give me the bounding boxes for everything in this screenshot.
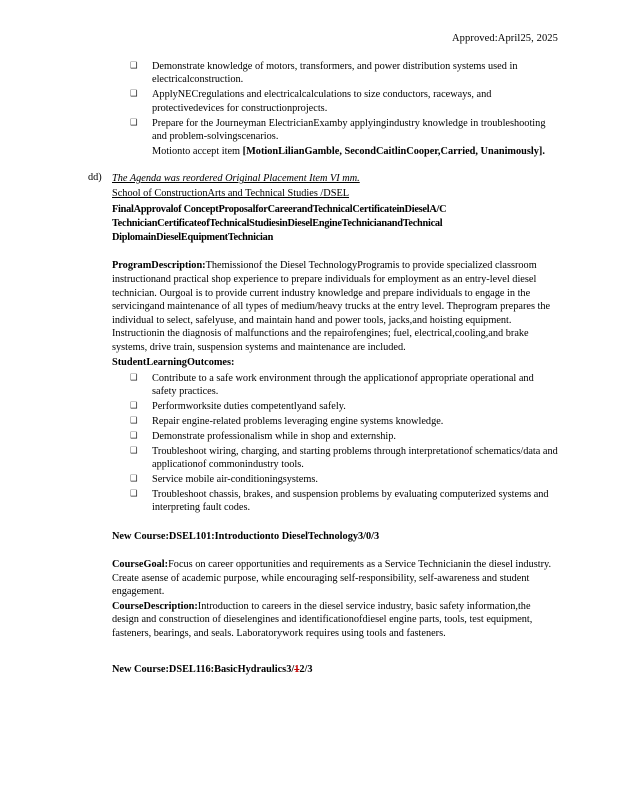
bullet-square-icon: ❑ bbox=[130, 415, 138, 426]
bullet-square-icon: ❑ bbox=[130, 400, 138, 411]
course-1-goal-label: CourseGoal: bbox=[112, 559, 169, 571]
course-1-goal-text: Focus on career opportunities and requirements as a Service Technicianin the diesel industry. Create asense of academic purpose, while encouraging self-responsibility, self-awareness and student engagement. bbox=[112, 559, 552, 598]
list-item bbox=[130, 430, 558, 443]
outcomes-block bbox=[0, 356, 618, 370]
bullet-square-icon: ❑ bbox=[130, 117, 138, 128]
program-description-block bbox=[0, 259, 618, 354]
list-item-text: ApplyNECregulations and electricalcalculations to size conductors, raceways, and protectivedevices for constructionprojects. bbox=[152, 89, 492, 114]
approval-date: Approved:April25, 2025 bbox=[451, 33, 558, 44]
outcomes-list-section bbox=[0, 372, 618, 515]
list-item-text: Performworksite duties competentlyand safely. bbox=[152, 400, 346, 412]
course-1-block bbox=[0, 530, 618, 641]
program-description-text: Themissionof the Diesel TechnologyProgramis to provide specialized classroom instructionand practical shop experience to prepare individuals for employment as an entry-level diesel technician. Ourgoal is to provide current industry knowledge and prepare individuals to engage in the servicingand maintenance of all types of medium/heavy trucks at the entry level. Theprogram prepares the individual to select, safelyuse, and maintain hand and power tools, jacks,and hoisting equipment. Instructionin the diagnosis of malfunctions and the repairofengines; fuel, electrical,cooling,and brake systems, drive train, suspension systems and maintenance are included. bbox=[112, 260, 551, 353]
list-item-text: Demonstrate knowledge of motors, transformers, and power distribution systems used in electricalconstruction. bbox=[152, 61, 518, 86]
document-body bbox=[0, 60, 618, 677]
course-2-credits-prefix: 3/ bbox=[286, 663, 295, 675]
list-item bbox=[130, 88, 558, 115]
item-heading-school: School of ConstructionArts and Technical Studies /DSEL bbox=[112, 188, 350, 200]
top-bullet-list bbox=[130, 60, 558, 143]
agenda-reorder-note: The Agenda was reordered Original Placement Item VI mm. bbox=[112, 173, 360, 185]
list-item bbox=[130, 400, 558, 413]
list-item-text: Repair engine-related problems leveraging engine systems knowledge. bbox=[152, 415, 444, 427]
motion-detail: [MotionLilianGamble, SecondCaitlinCooper,Carried, Unanimously]. bbox=[242, 145, 545, 157]
list-item-text: Service mobile air-conditioningsystems. bbox=[152, 473, 318, 485]
course-1-desc-label: CourseDescription: bbox=[112, 600, 198, 612]
program-description-label: ProgramDescription: bbox=[112, 260, 206, 272]
top-bullet-section bbox=[0, 60, 618, 158]
bullet-square-icon: ❑ bbox=[130, 372, 138, 383]
list-item bbox=[130, 60, 558, 87]
course-2-credits-suffix: 2/3 bbox=[299, 663, 313, 675]
course-2-heading bbox=[112, 663, 558, 677]
list-item-text: Troubleshoot wiring, charging, and starting problems through interpretationof schematics/data and applicationof commonindustry tools. bbox=[152, 445, 558, 470]
list-item bbox=[130, 445, 558, 472]
list-item-text: Demonstrate professionalism while in shop and externship. bbox=[152, 430, 396, 442]
course-2-credits-struck: 1 bbox=[294, 663, 300, 675]
outcomes-label: StudentLearningOutcomes: bbox=[112, 356, 235, 368]
list-item bbox=[130, 372, 558, 399]
motion-paragraph bbox=[130, 145, 558, 158]
bullet-square-icon: ❑ bbox=[130, 445, 138, 456]
course-1-description bbox=[112, 600, 558, 641]
motion-lead: Motionto accept item bbox=[152, 145, 243, 157]
bullet-square-icon: ❑ bbox=[130, 488, 138, 499]
list-item-text: Contribute to a safe work environment through the applicationof appropriate operational and safety practices. bbox=[152, 372, 534, 397]
course-1-goal bbox=[112, 558, 558, 599]
course-1-heading: New Course:DSEL101:Introductionto DieselTechnology3/0/3 bbox=[112, 531, 380, 543]
bullet-square-icon: ❑ bbox=[130, 473, 138, 484]
agenda-item-dd bbox=[0, 172, 618, 186]
item-marker: dd) bbox=[88, 172, 102, 184]
item-heading-approval: FinalApprovalof ConceptProposalforCareerandTechnicalCertificateinDieselA/C TechnicianCertificateofTechnicalStudiesinDieselEngineTechnicianandTechnical DiplomainDieselEquipmentTechnician bbox=[112, 204, 447, 244]
course-2-block bbox=[0, 663, 618, 677]
item-heading-block bbox=[0, 187, 618, 245]
course-2-title: New Course:DSEL116:BasicHydraulics bbox=[112, 663, 287, 675]
list-item-text: Troubleshoot chassis, brakes, and suspension problems by evaluating computerized systems and interpreting fault codes. bbox=[152, 488, 549, 514]
course-1-desc-text: Introduction to careers in the diesel service industry, basic safety information,the design and construction of dieselengines and identificationofdiesel engine parts, tools, test equipment, fasteners, bearings, and seals. Laboratorywork requires using tools and fasteners. bbox=[112, 600, 533, 640]
list-item bbox=[130, 473, 558, 486]
bullet-square-icon: ❑ bbox=[130, 430, 138, 441]
list-item bbox=[130, 415, 558, 428]
bullet-square-icon: ❑ bbox=[130, 89, 138, 100]
list-item bbox=[130, 117, 558, 144]
list-item-text: Prepare for the Journeyman ElectricianExamby applyingindustry knowledge in troubleshooting and problem-solvingscenarios. bbox=[152, 117, 546, 143]
list-item bbox=[130, 488, 558, 515]
bullet-square-icon: ❑ bbox=[130, 61, 138, 71]
outcomes-list bbox=[130, 372, 558, 515]
program-description bbox=[112, 259, 558, 354]
